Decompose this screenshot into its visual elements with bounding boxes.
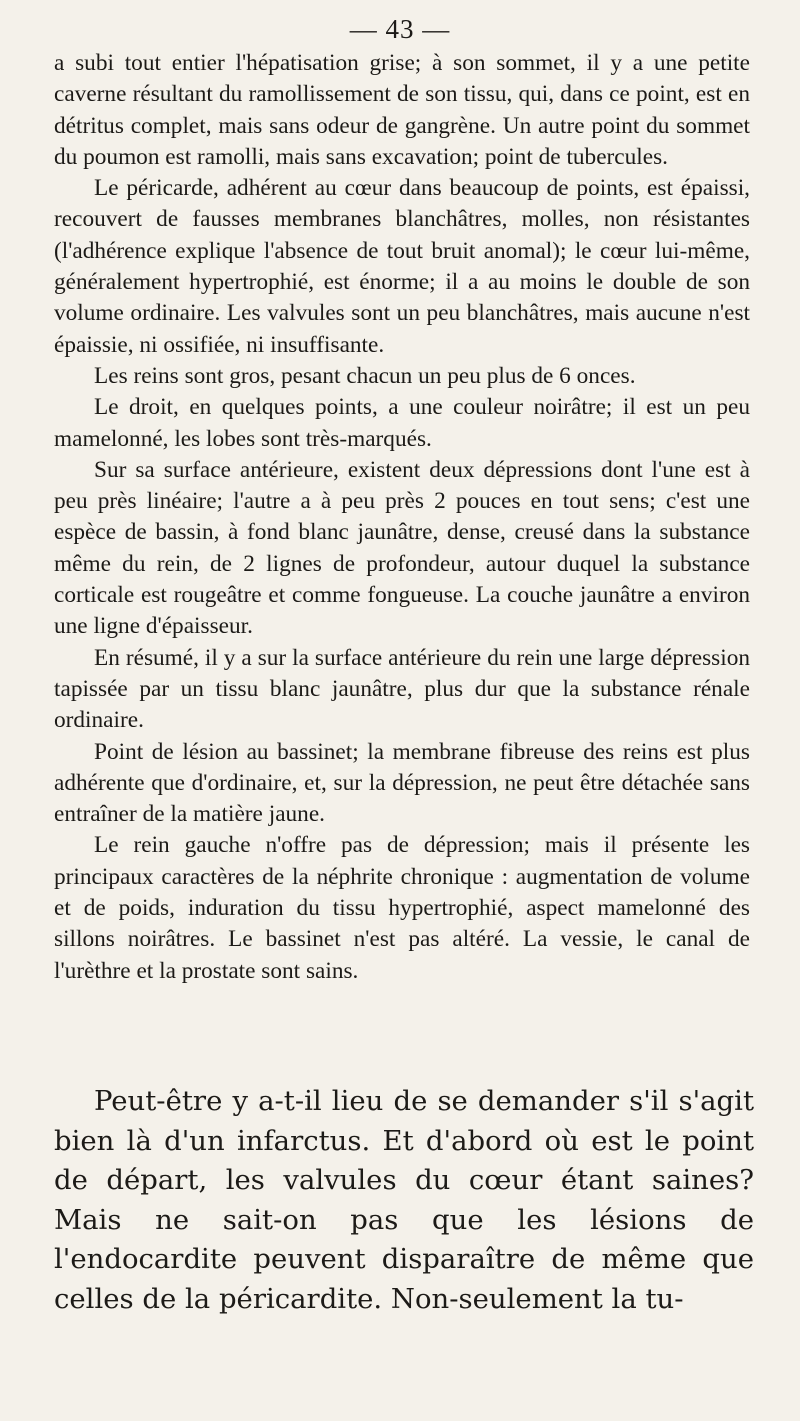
observation-text xyxy=(54,48,750,987)
paragraph: Peut-être y a-t-il lieu de se demander s'il s'agit bien là d'un infarctus. Et d'abord où est le point de départ, les valvules du cœur étant saines? Mais ne sait-on pas que les lésions de l'endocardite peuvent disparaître de même que celles de la péricardite. Non-seulement la tu- xyxy=(54,1085,754,1315)
paragraph: a subi tout entier l'hépatisation grise; à son sommet, il y a une petite caverne résultant du ramollissement de son tissu, qui, dans ce point, est en détritus complet, mais sans odeur de gangrène. Un autre point du sommet du poumon est ramolli, mais sans excavation; point de tubercules. xyxy=(54,50,750,170)
paragraph: En résumé, il y a sur la surface antérieure du rein une large dépression tapissée par un tissu blanc jaunâtre, plus dur que la substance rénale ordinaire. xyxy=(54,644,750,734)
paragraph: Les reins sont gros, pesant chacun un peu plus de 6 onces. xyxy=(94,362,636,389)
paragraph: Le rein gauche n'offre pas de dépression; mais il présente les principaux caractères de la néphrite chronique : augmentation de volume et de poids, induration du tissu hypertrophié, aspect mamelonné des sillons noirâtres. Le bassinet n'est pas altéré. La vessie, le canal de l'urèthre et la prostate sont sains. xyxy=(54,832,750,984)
commentary-text xyxy=(54,1082,754,1319)
paragraph: Le droit, en quelques points, a une couleur noirâtre; il est un peu mamelonné, les lobes sont très-marqués. xyxy=(54,394,750,452)
page-number: — 43 — xyxy=(349,14,451,44)
paragraph: Sur sa surface antérieure, existent deux dépressions dont l'une est à peu près linéaire; l'autre a à peu près 2 pouces en tout sens; c'est une espèce de bassin, à fond blanc jaunâtre, dense, creusé dans la substance même du rein, de 2 lignes de profondeur, autour duquel la substance corticale est rougeâtre et comme fongueuse. La couche jaunâtre a environ une ligne d'épaisseur. xyxy=(54,456,750,640)
paragraph: Point de lésion au bassinet; la membrane fibreuse des reins est plus adhérente que d'ordinaire, et, sur la dépression, ne peut être détachée sans entraîner de la matière jaune. xyxy=(54,738,750,828)
paragraph: Le péricarde, adhérent au cœur dans beaucoup de points, est épaissi, recouvert de fausses membranes blanchâtres, molles, non résistantes (l'adhérence explique l'absence de tout bruit anomal); le cœur lui-même, généralement hypertrophié, est énorme; il a au moins le double de son volume ordinaire. Les valvules sont un peu blanchâtres, mais aucune n'est épaissie, ni ossifiée, ni insuffisante. xyxy=(54,175,750,358)
